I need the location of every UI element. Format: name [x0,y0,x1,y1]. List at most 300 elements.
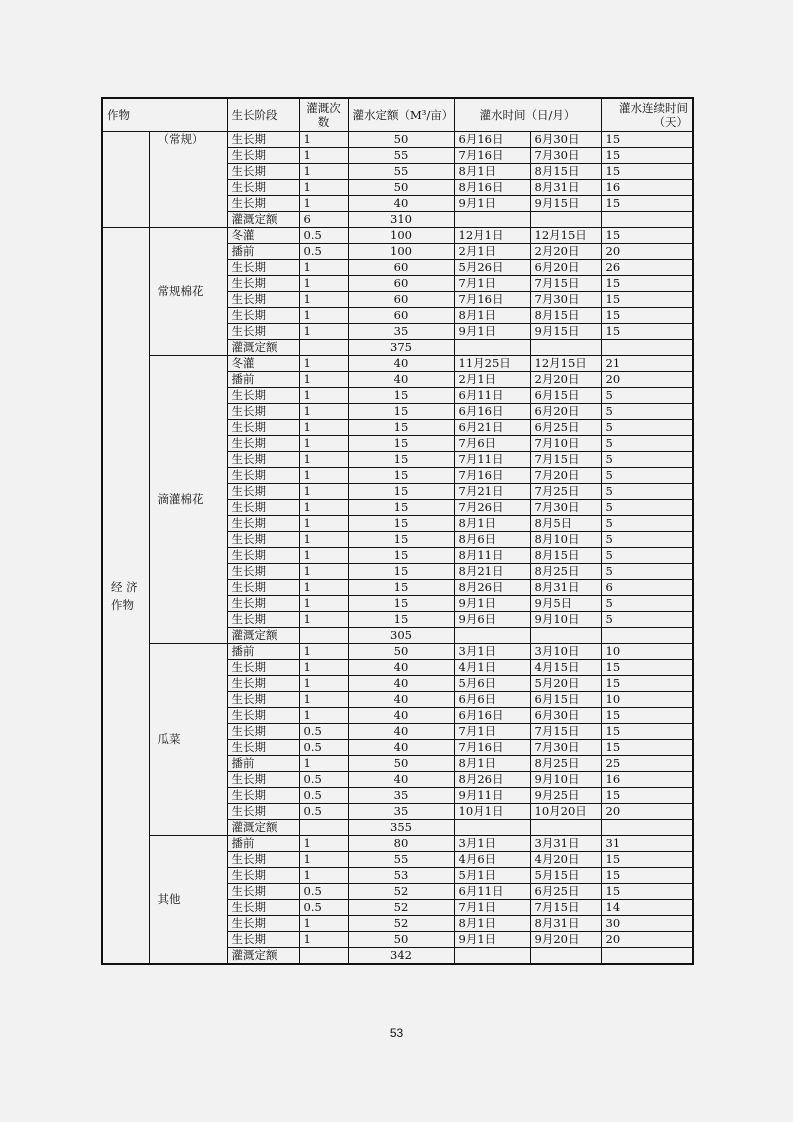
times-cell: 1 [299,308,348,324]
quota-cell: 15 [348,532,454,548]
times-cell: 1 [299,356,348,372]
start-date-cell: 8月6日 [454,532,530,548]
times-cell: 1 [299,148,348,164]
times-cell: 1 [299,436,348,452]
stage-cell: 生长期 [227,676,299,692]
total-quota: 310 [348,212,454,228]
quota-cell: 40 [348,196,454,212]
start-date-cell: 7月16日 [454,740,530,756]
table-row [102,836,693,852]
table-row [102,228,693,244]
stage-cell: 生长期 [227,500,299,516]
end-date-cell: 5月15日 [530,868,601,884]
times-cell: 1 [299,500,348,516]
quota-cell: 15 [348,548,454,564]
stage-cell: 生长期 [227,740,299,756]
duration-cell: 10 [601,644,693,660]
duration-cell: 15 [601,884,693,900]
empty-cell [454,340,530,356]
start-date-cell: 9月11日 [454,788,530,804]
start-date-cell: 7月11日 [454,452,530,468]
end-date-cell: 5月20日 [530,676,601,692]
end-date-cell: 9月15日 [530,324,601,340]
times-cell: 1 [299,756,348,772]
quota-cell: 50 [348,180,454,196]
total-label: 灌溉定额 [227,628,299,644]
empty-cell [530,212,601,228]
times-cell: 0.5 [299,900,348,916]
quota-cell: 40 [348,708,454,724]
duration-cell: 5 [601,436,693,452]
empty-cell [601,948,693,965]
total-times [299,948,348,965]
table-body [102,132,693,965]
stage-cell: 生长期 [227,484,299,500]
end-date-cell: 7月25日 [530,484,601,500]
crop-name-cell: 瓜菜 [149,644,227,836]
duration-cell: 10 [601,692,693,708]
end-date-cell: 7月30日 [530,148,601,164]
duration-cell: 15 [601,660,693,676]
quota-cell: 35 [348,324,454,340]
start-date-cell: 6月16日 [454,708,530,724]
times-cell: 1 [299,580,348,596]
stage-cell: 生长期 [227,692,299,708]
stage-cell: 生长期 [227,532,299,548]
duration-cell: 5 [601,516,693,532]
end-date-cell: 3月10日 [530,644,601,660]
duration-cell: 15 [601,324,693,340]
times-cell: 0.5 [299,740,348,756]
times-cell: 0.5 [299,804,348,820]
quota-cell: 100 [348,228,454,244]
times-cell: 1 [299,692,348,708]
quota-cell: 40 [348,676,454,692]
start-date-cell: 6月16日 [454,404,530,420]
duration-cell: 5 [601,388,693,404]
stage-cell: 生长期 [227,132,299,148]
stage-cell: 生长期 [227,660,299,676]
start-date-cell: 6月6日 [454,692,530,708]
page-number: 53 [389,1026,404,1040]
quota-cell: 15 [348,436,454,452]
empty-cell [601,212,693,228]
start-date-cell: 4月1日 [454,660,530,676]
end-date-cell: 7月30日 [530,500,601,516]
end-date-cell: 6月25日 [530,884,601,900]
quota-cell: 50 [348,644,454,660]
duration-cell: 15 [601,148,693,164]
duration-cell: 15 [601,276,693,292]
stage-cell: 生长期 [227,276,299,292]
quota-cell: 15 [348,452,454,468]
quota-cell: 15 [348,388,454,404]
end-date-cell: 7月15日 [530,724,601,740]
duration-cell: 21 [601,356,693,372]
end-date-cell: 9月20日 [530,932,601,948]
end-date-cell: 7月15日 [530,452,601,468]
end-date-cell: 8月15日 [530,164,601,180]
start-date-cell: 8月11日 [454,548,530,564]
times-cell: 1 [299,532,348,548]
stage-cell: 生长期 [227,148,299,164]
stage-cell: 生长期 [227,468,299,484]
stage-cell: 生长期 [227,596,299,612]
total-quota: 342 [348,948,454,965]
crop-name-cell: （常规） [149,132,227,228]
times-cell: 1 [299,180,348,196]
total-quota: 305 [348,628,454,644]
stage-cell: 生长期 [227,452,299,468]
duration-cell: 5 [601,484,693,500]
end-date-cell: 9月10日 [530,772,601,788]
quota-cell: 40 [348,372,454,388]
empty-cell [530,628,601,644]
end-date-cell: 10月20日 [530,804,601,820]
end-date-cell: 7月15日 [530,276,601,292]
times-cell: 1 [299,164,348,180]
end-date-cell: 3月31日 [530,836,601,852]
times-cell: 1 [299,836,348,852]
duration-cell: 16 [601,772,693,788]
header-water-quota: 灌水定额（M³/亩） [348,98,454,132]
header-crop: 作物 [102,98,227,132]
start-date-cell: 2月1日 [454,372,530,388]
duration-cell: 5 [601,596,693,612]
times-cell: 1 [299,516,348,532]
end-date-cell: 9月25日 [530,788,601,804]
crop-name-cell: 滴灌棉花 [149,356,227,644]
stage-cell: 生长期 [227,900,299,916]
end-date-cell: 8月5日 [530,516,601,532]
start-date-cell: 7月1日 [454,724,530,740]
stage-cell: 生长期 [227,804,299,820]
stage-cell: 生长期 [227,884,299,900]
start-date-cell: 8月1日 [454,756,530,772]
header-irrigation-period: 灌水时间（日/月） [454,98,601,132]
crop-name-cell: 常规棉花 [149,228,227,356]
start-date-cell: 8月1日 [454,916,530,932]
total-times [299,628,348,644]
start-date-cell: 6月11日 [454,388,530,404]
end-date-cell: 8月25日 [530,756,601,772]
start-date-cell: 12月1日 [454,228,530,244]
times-cell: 1 [299,932,348,948]
header-growth-stage: 生长阶段 [227,98,299,132]
quota-cell: 15 [348,484,454,500]
end-date-cell: 4月20日 [530,852,601,868]
quota-cell: 15 [348,500,454,516]
start-date-cell: 8月26日 [454,772,530,788]
empty-cell [454,820,530,836]
duration-cell: 20 [601,372,693,388]
start-date-cell: 10月1日 [454,804,530,820]
stage-cell: 生长期 [227,388,299,404]
stage-cell: 播前 [227,644,299,660]
start-date-cell: 9月1日 [454,324,530,340]
quota-cell: 40 [348,692,454,708]
quota-cell: 55 [348,164,454,180]
stage-cell: 生长期 [227,404,299,420]
start-date-cell: 8月1日 [454,516,530,532]
stage-cell: 生长期 [227,196,299,212]
end-date-cell: 6月20日 [530,404,601,420]
stage-cell: 生长期 [227,292,299,308]
duration-cell: 15 [601,292,693,308]
stage-cell: 生长期 [227,612,299,628]
end-date-cell: 4月15日 [530,660,601,676]
quota-cell: 15 [348,420,454,436]
quota-cell: 60 [348,292,454,308]
duration-cell: 25 [601,756,693,772]
quota-cell: 80 [348,836,454,852]
times-cell: 1 [299,452,348,468]
times-cell: 1 [299,388,348,404]
start-date-cell: 5月1日 [454,868,530,884]
empty-cell [454,212,530,228]
duration-cell: 5 [601,548,693,564]
stage-cell: 生长期 [227,788,299,804]
start-date-cell: 7月16日 [454,468,530,484]
stage-cell: 生长期 [227,308,299,324]
quota-cell: 15 [348,404,454,420]
times-cell: 1 [299,276,348,292]
times-cell: 1 [299,324,348,340]
stage-cell: 生长期 [227,564,299,580]
stage-cell: 生长期 [227,164,299,180]
start-date-cell: 5月6日 [454,676,530,692]
end-date-cell: 12月15日 [530,228,601,244]
times-cell: 1 [299,132,348,148]
start-date-cell: 7月6日 [454,436,530,452]
start-date-cell: 9月1日 [454,596,530,612]
duration-cell: 15 [601,228,693,244]
duration-cell: 6 [601,580,693,596]
duration-cell: 15 [601,308,693,324]
start-date-cell: 3月1日 [454,644,530,660]
times-cell: 1 [299,852,348,868]
end-date-cell: 7月15日 [530,900,601,916]
quota-cell: 50 [348,932,454,948]
empty-cell [530,820,601,836]
times-cell: 1 [299,372,348,388]
duration-cell: 15 [601,164,693,180]
end-date-cell: 2月20日 [530,372,601,388]
duration-cell: 5 [601,564,693,580]
end-date-cell: 9月10日 [530,612,601,628]
stage-cell: 生长期 [227,932,299,948]
empty-cell [530,340,601,356]
times-cell: 1 [299,564,348,580]
stage-cell: 播前 [227,836,299,852]
duration-cell: 5 [601,612,693,628]
duration-cell: 5 [601,404,693,420]
start-date-cell: 8月16日 [454,180,530,196]
quota-cell: 52 [348,900,454,916]
total-label: 灌溉定额 [227,820,299,836]
start-date-cell: 2月1日 [454,244,530,260]
stage-cell: 生长期 [227,420,299,436]
quota-cell: 60 [348,276,454,292]
table-row [102,356,693,372]
times-cell: 1 [299,292,348,308]
empty-cell [601,628,693,644]
end-date-cell: 6月30日 [530,708,601,724]
blank-crop-cell [102,132,149,228]
start-date-cell: 7月1日 [454,900,530,916]
quota-cell: 35 [348,804,454,820]
stage-cell: 播前 [227,244,299,260]
start-date-cell: 6月16日 [454,132,530,148]
quota-cell: 55 [348,148,454,164]
end-date-cell: 12月15日 [530,356,601,372]
duration-cell: 5 [601,532,693,548]
times-cell: 1 [299,660,348,676]
quota-cell: 52 [348,916,454,932]
end-date-cell: 7月20日 [530,468,601,484]
start-date-cell: 11月25日 [454,356,530,372]
start-date-cell: 7月16日 [454,148,530,164]
duration-cell: 15 [601,724,693,740]
empty-cell [601,820,693,836]
total-times [299,340,348,356]
total-quota: 355 [348,820,454,836]
end-date-cell: 6月15日 [530,388,601,404]
start-date-cell: 8月21日 [454,564,530,580]
quota-cell: 55 [348,852,454,868]
end-date-cell: 8月31日 [530,180,601,196]
duration-cell: 14 [601,900,693,916]
times-cell: 1 [299,196,348,212]
table-header-row [102,98,693,132]
times-cell: 0.5 [299,884,348,900]
duration-cell: 15 [601,852,693,868]
end-date-cell: 6月20日 [530,260,601,276]
total-label: 灌溉定额 [227,340,299,356]
end-date-cell: 7月30日 [530,740,601,756]
stage-cell: 播前 [227,372,299,388]
times-cell: 1 [299,468,348,484]
quota-cell: 40 [348,740,454,756]
total-label: 灌溉定额 [227,948,299,965]
stage-cell: 生长期 [227,436,299,452]
times-cell: 0.5 [299,772,348,788]
duration-cell: 15 [601,708,693,724]
duration-cell: 15 [601,788,693,804]
empty-cell [454,948,530,965]
category-cell: 经 济 作物 [102,228,149,965]
start-date-cell: 9月6日 [454,612,530,628]
start-date-cell: 7月21日 [454,484,530,500]
header-irrigation-times: 灌溉次数 [299,98,348,132]
times-cell: 0.5 [299,228,348,244]
quota-cell: 40 [348,356,454,372]
end-date-cell: 7月10日 [530,436,601,452]
times-cell: 1 [299,644,348,660]
end-date-cell: 8月25日 [530,564,601,580]
stage-cell: 生长期 [227,580,299,596]
duration-cell: 15 [601,196,693,212]
irrigation-quota-table [101,97,694,965]
quota-cell: 40 [348,660,454,676]
duration-cell: 20 [601,804,693,820]
total-label: 灌溉定额 [227,212,299,228]
quota-cell: 50 [348,132,454,148]
total-times: 6 [299,212,348,228]
quota-cell: 60 [348,260,454,276]
times-cell: 1 [299,868,348,884]
quota-cell: 15 [348,516,454,532]
duration-cell: 5 [601,452,693,468]
end-date-cell: 7月30日 [530,292,601,308]
duration-cell: 26 [601,260,693,276]
start-date-cell: 7月26日 [454,500,530,516]
stage-cell: 冬灌 [227,228,299,244]
stage-cell: 生长期 [227,180,299,196]
start-date-cell: 7月16日 [454,292,530,308]
stage-cell: 冬灌 [227,356,299,372]
stage-cell: 生长期 [227,516,299,532]
start-date-cell: 8月26日 [454,580,530,596]
empty-cell [454,628,530,644]
start-date-cell: 9月1日 [454,196,530,212]
quota-cell: 35 [348,788,454,804]
start-date-cell: 9月1日 [454,932,530,948]
quota-cell: 100 [348,244,454,260]
quota-cell: 15 [348,580,454,596]
table-row [102,132,693,148]
duration-cell: 20 [601,244,693,260]
stage-cell: 生长期 [227,868,299,884]
stage-cell: 生长期 [227,724,299,740]
total-quota: 375 [348,340,454,356]
quota-cell: 50 [348,756,454,772]
end-date-cell: 8月31日 [530,916,601,932]
duration-cell: 16 [601,180,693,196]
start-date-cell: 8月1日 [454,308,530,324]
duration-cell: 15 [601,132,693,148]
stage-cell: 播前 [227,756,299,772]
stage-cell: 生长期 [227,772,299,788]
end-date-cell: 9月15日 [530,196,601,212]
duration-cell: 30 [601,916,693,932]
stage-cell: 生长期 [227,852,299,868]
quota-cell: 40 [348,772,454,788]
duration-cell: 20 [601,932,693,948]
quota-cell: 52 [348,884,454,900]
start-date-cell: 6月21日 [454,420,530,436]
times-cell: 1 [299,596,348,612]
stage-cell: 生长期 [227,548,299,564]
times-cell: 1 [299,548,348,564]
start-date-cell: 3月1日 [454,836,530,852]
end-date-cell: 6月30日 [530,132,601,148]
stage-cell: 生长期 [227,260,299,276]
quota-cell: 15 [348,612,454,628]
crop-name-cell: 其他 [149,836,227,965]
empty-cell [530,948,601,965]
times-cell: 0.5 [299,788,348,804]
start-date-cell: 6月11日 [454,884,530,900]
start-date-cell: 8月1日 [454,164,530,180]
empty-cell [601,340,693,356]
quota-cell: 15 [348,596,454,612]
quota-cell: 60 [348,308,454,324]
duration-cell: 31 [601,836,693,852]
stage-cell: 生长期 [227,708,299,724]
end-date-cell: 8月31日 [530,580,601,596]
quota-cell: 15 [348,564,454,580]
